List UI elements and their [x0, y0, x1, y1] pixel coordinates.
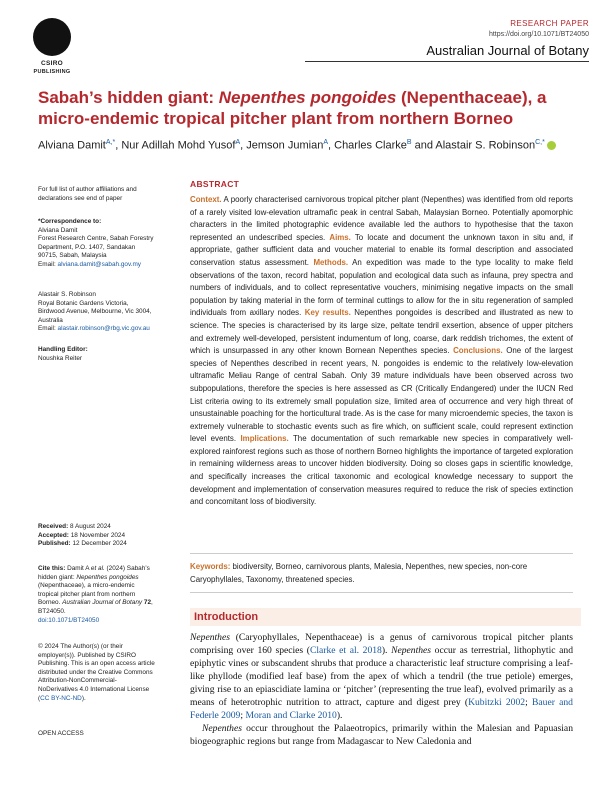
copyright-text: © 2024 The Author(s) (or their employer(s)). Published by CSIRO Publishing. This is an open access article distributed under the Creative Commons Attribution-NonCommercial-NoDerivatives 4.0 International License (: [38, 643, 155, 702]
author-sep: ,: [115, 139, 122, 152]
genus-name: Nepenthes: [202, 723, 242, 734]
author-name[interactable]: Alviana Damit: [38, 139, 106, 152]
cite-text: Damit A: [67, 565, 91, 572]
orcid-icon[interactable]: [547, 141, 556, 150]
publisher-name: PUBLISHING: [33, 69, 71, 75]
handling-editor-label: Handling Editor:: [38, 346, 88, 353]
abstract-implications: The documentation of such remarkable new species in comparatively well-explored rainforest regions such as those of northern Borneo highlights the importance of targeted exploration in remaining wilderness areas to uncover hidden biodiversity. Doing so closes gaps in scientific knowledge, and specifically increases the critical taxonomic and ecological knowledge necessary to support the development and implementation of conservation measures required to reduce the risk of species extinction and concomitant loss of biodiversity.: [190, 434, 573, 507]
cite-text: (Nepenthaceae), a micro-endemic tropical pitcher plant from northern Borneo.: [38, 582, 136, 607]
intro-paragraph: [190, 631, 573, 722]
copyright-end: ).: [81, 694, 86, 702]
title-part1: Sabah’s hidden giant:: [38, 88, 219, 107]
author-sep: ,: [328, 139, 335, 152]
corr2-email-label: Email:: [38, 325, 58, 333]
keywords-block: [190, 561, 573, 586]
introduction-heading: Introduction: [190, 608, 581, 626]
abstract-context-label: Context.: [190, 195, 222, 204]
keywords-label: Keywords:: [190, 562, 231, 571]
corr1-email-label: Email:: [38, 260, 58, 268]
genus-name: Nepenthes: [190, 632, 230, 643]
citation-block: [38, 565, 156, 625]
author-affil[interactable]: A: [235, 139, 241, 146]
abstract-body: [190, 194, 573, 509]
corr2-email-link[interactable]: alastair.robinson@rbg.vic.gov.au: [57, 325, 150, 333]
corr1-address: Forest Research Centre, Sabah Forestry Department, P.O. 1407, Sandakan 90715, Sabah, Malaysia: [38, 235, 154, 260]
ref-sep: ;: [525, 697, 532, 708]
received-label: Received:: [38, 523, 69, 530]
author-and: and: [411, 139, 436, 152]
affiliation-note: For full list of author affiliations and declarations see end of paper: [38, 186, 137, 202]
intro-text: (Caryophyllales, Nepenthaceae) is a genus of carnivorous tropical pitcher plants comprising over 160 species (: [190, 632, 573, 656]
license-link[interactable]: CC BY-NC-ND: [40, 694, 82, 702]
header-divider: [305, 61, 589, 62]
correspondence-block: [38, 218, 156, 270]
abstract-results: Nepenthes pongoides is described and illustrated as new to science. The species is characterised by its large size, peltate tendril exsertion, absence of upper pitchers and extremely well-developed, persistent indumentum of long, coarse, dark reddish trichomes, the extent of which is unsurpassed in any other known Bornean Nepenthes species.: [190, 308, 573, 356]
author-affil[interactable]: C,*: [535, 139, 545, 146]
abstract-context: A poorly characterised carnivorous tropical pitcher plant (Nepenthes) was identified from old reports of a rarely visited low-elevation ultramafic peak in central Sabah, Malaysian Borneo. Potentially apomorphic characters in the limited photographic evidence available led the authors to hypothesise that the taxon represented an undescribed species.: [190, 195, 573, 242]
abstract-methods: An expedition was made to the type locality to make field observations of the taxon, record habitat, population and ecological data such as infauna, prey spectra and numbers of individuals, and to collect representative vouchers, minimising negative impacts on the small population by taking material in the form of terminal cuttings to allow for the in situ regeneration of sampled individuals from axillary nodes.: [190, 257, 574, 318]
author-affil[interactable]: A: [323, 139, 328, 146]
copyright-block: [38, 643, 156, 703]
correspondence-label: *Correspondence to:: [38, 218, 102, 225]
corr2-address: Royal Botanic Gardens Victoria, Birdwood Avenue, Melbourne, Vic 3004, Australia: [38, 299, 152, 324]
csiro-logo-icon: [33, 18, 71, 56]
abstract-aims-label: Aims.: [329, 232, 351, 242]
journal-name: Australian Journal of Botany: [426, 43, 589, 58]
article-type: RESEARCH PAPER: [510, 19, 589, 28]
published-date: 12 December 2024: [72, 540, 127, 548]
handling-editor-name: Noushka Reiter: [38, 354, 83, 362]
article-title: [38, 87, 578, 129]
intro-text: ).: [336, 710, 343, 721]
author-affil[interactable]: A,*: [105, 139, 116, 146]
open-access-label: OPEN ACCESS: [38, 730, 84, 737]
published-label: Published:: [38, 540, 71, 548]
author-sep: ,: [240, 139, 247, 152]
handling-editor-block: [38, 346, 156, 363]
intro-text: ).: [381, 645, 392, 656]
author-affil[interactable]: B: [406, 139, 412, 146]
cite-journal: Australian Journal of Botany: [62, 599, 143, 607]
abstract-heading: ABSTRACT: [190, 179, 240, 189]
abstract-implications-label: Implications.: [240, 434, 289, 444]
abstract-conclusions-label: Conclusions.: [453, 346, 503, 356]
intro-paragraph: [190, 722, 573, 748]
publisher-abbr: CSIRO: [40, 60, 64, 67]
author-list: [38, 139, 598, 152]
author-name[interactable]: Nur Adillah Mohd Yusof: [121, 139, 236, 152]
reference-link[interactable]: Bauer and Federle 2009: [190, 697, 573, 721]
genus-name: Nepenthes: [391, 645, 432, 656]
keywords-divider: [190, 592, 573, 593]
title-part2: (Nepenthaceae), a micro-endemic tropical pitcher plant from northern Borneo: [38, 88, 547, 128]
accepted-label: Accepted:: [38, 531, 69, 539]
abstract-aims: To locate and document the unknown taxon in situ and, if appropriate, gather sufficient data and voucher material to enable its formal description and associated conservation status assessment.: [190, 232, 573, 267]
introduction-body: [190, 631, 573, 748]
received-date: 8 August 2024: [69, 523, 111, 530]
author-name[interactable]: Jemson Jumian: [246, 139, 324, 152]
title-species: Nepenthes pongoides: [218, 88, 397, 107]
cite-species: Nepenthes pongoides: [76, 573, 139, 581]
cite-label: Cite this:: [38, 565, 66, 572]
author-name[interactable]: Charles Clarke: [334, 139, 407, 152]
intro-text: occur throughout the Palaeotropics, primarily within the Malesian and Papuasian biogeographic regions but range from Madagascar to New Caledonia and: [190, 723, 573, 747]
article-doi-link[interactable]: https://doi.org/10.1071/BT24050: [488, 31, 589, 38]
reference-link[interactable]: Clarke et al. 2018: [309, 645, 382, 656]
cite-text: (2024) Sabah’s hidden giant:: [38, 565, 150, 581]
correspondence-block-2: [38, 291, 156, 334]
ref-sep: ;: [240, 710, 246, 721]
abstract-conclusions: One of the largest species of Nepenthes described in recent years, N. pongoides is endemic to the relatively low-elevation ultramafic Meliau Range of central Sabah. Only 39 mature individuals have been observed across two subpopulations, therefore the species is here assessed as CR (Critically Endangered) under the IUCN Red List criteria owing to its extremely small population size, limited area of occurrence and very high threat of unsustainable poaching for the horticultural trade. As is the case for many microendemic species, the taxon is extremely vulnerable to stochastic events such as fire which, on sufficient scale, could represent extinction level events.: [190, 346, 573, 444]
abstract-methods-label: Methods.: [313, 257, 349, 267]
cite-doi-link[interactable]: doi:10.1071/BT24050: [38, 616, 100, 624]
abstract-results-label: Key results.: [304, 308, 351, 318]
publisher-logo: [22, 18, 82, 75]
intro-text: occur as terrestrial, lithophytic and epiphytic vines or subscandent shrubs that produce a characteristic leaf structure comprising a leaf-like phyllode (modified leaf base) from the apex of which a tendril (the true petiole) emerges, giving rise to an epiascidiate lamina or ‘pitcher’ (representing the true leaf), evolved primarily as a means of heterotrophic nutrition to attract, capture and digest prey (: [190, 645, 573, 708]
author-name[interactable]: Alastair S. Robinson: [435, 139, 536, 152]
corr1-name: Alviana Damit: [38, 226, 78, 234]
reference-link[interactable]: Moran and Clarke 2010: [245, 710, 337, 721]
accepted-date: 18 November 2024: [70, 531, 126, 539]
corr2-name: Alastair S. Robinson: [38, 291, 96, 298]
dates-block: [38, 523, 156, 549]
corr1-email-link[interactable]: alviana.damit@sabah.gov.my: [57, 260, 141, 268]
abstract-divider: [190, 553, 573, 554]
cite-etal: et al.: [90, 565, 105, 572]
cite-text: , BT24050.: [38, 599, 153, 615]
cite-volume: 72: [142, 599, 151, 607]
reference-link[interactable]: Kubitzki 2002: [468, 697, 526, 708]
keywords-text: biodiversity, Borneo, carnivorous plants, Malesia, Nepenthes, new species, non-core Caryophyllales, Taxonomy, threatened species.: [190, 562, 528, 584]
